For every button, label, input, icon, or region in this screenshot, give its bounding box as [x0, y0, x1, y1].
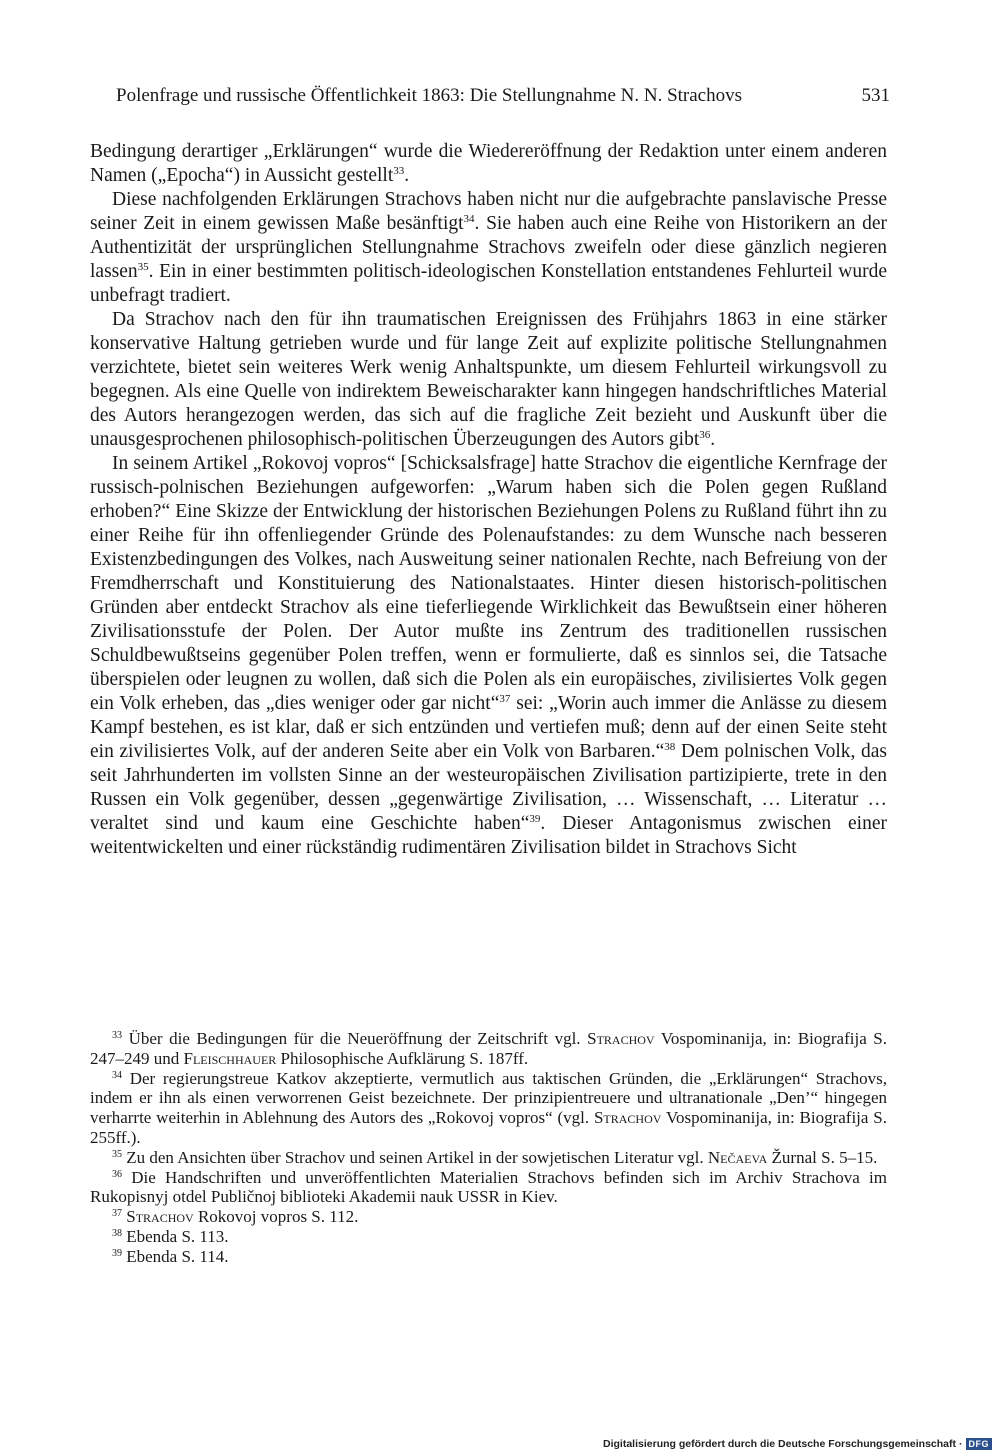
page-number: 531 — [861, 85, 890, 106]
text-run: . — [710, 429, 716, 450]
text-run: Philosophische Aufklärung S. 187ff. — [276, 1048, 529, 1068]
footnote-ref-36[interactable]: 36 — [699, 429, 711, 441]
text-run: Vospominanija, in: Biografija S. 247–249 und — [90, 1029, 888, 1068]
text-run: Dem polnischen Volk, das seit Jahrhunderten im vollsten Sinne an der westeuropäischen Zivilisation partizipierte, trete in den Russen ein Volk gegenüber, dessen „gegenwärtige Zivilisation, … Wissenschaft, … Literatur … veraltet sind und kaum eine Geschichte haben“ — [90, 741, 887, 834]
body-text — [90, 140, 887, 860]
footnote-ref-39[interactable]: 39 — [529, 813, 541, 825]
footnote-number: 37 — [112, 1208, 122, 1220]
footnote-36 — [90, 1168, 887, 1208]
text-run: Ebenda S. 114. — [126, 1246, 229, 1266]
text-run: Der regierungstreue Katkov akzeptierte, vermutlich aus taktischen Gründen, die „Erklärungen“ Strachovs, indem er ihn als einen verworrenen Geist bezeichnete. Der prinzipientreuere und ultranationale „Den’“ hingegen verharrte weiterhin in Ablehnung des Autors des „Rokovoj vopros“ (vgl. — [90, 1068, 888, 1128]
text-run: Diese nachfolgenden Erklärungen Strachovs haben nicht nur die aufgebrachte panslavische Presse seiner Zeit in einem gewissen Maße besänftigt — [90, 189, 887, 234]
footnote-ref-34[interactable]: 34 — [463, 213, 475, 225]
paragraph-2 — [90, 188, 887, 308]
text-run: . Dieser Antagonismus zwischen einer weitentwickelten und einer rückständig rudimentären Zivilisation bildet in Strachovs Sicht — [90, 813, 887, 858]
footnote-number: 34 — [112, 1069, 122, 1081]
text-run: sei: „Worin auch immer die Anlässe zu diesem Kampf bestehen, es ist klar, daß er sich entzünden und vertiefen muß; denn auf der einen Seite steht ein zivilisiertes Volk, auf der anderen Seite aber ein Volk von Barbaren.“ — [90, 693, 887, 762]
running-title: Polenfrage und russische Öffentlichkeit 1863: Die Stellungnahme N. N. Strachovs — [116, 85, 742, 106]
paragraph-1 — [90, 140, 887, 188]
footnote-38 — [90, 1227, 887, 1247]
footnote-37 — [90, 1207, 887, 1227]
credit-text: Digitalisierung gefördert durch die Deutsche Forschungsgemeinschaft — [603, 1438, 956, 1450]
text-run: Ebenda S. 113. — [126, 1226, 229, 1246]
footnote-ref-33[interactable]: 33 — [393, 165, 405, 177]
footnote-number: 39 — [112, 1247, 122, 1259]
author-name: Fleischhauer — [183, 1048, 277, 1068]
footnote-39 — [90, 1247, 887, 1267]
footnote-ref-37[interactable]: 37 — [499, 693, 511, 705]
paragraph-4 — [90, 452, 887, 860]
text-run: . — [404, 165, 410, 186]
text-run: . Ein in einer bestimmten politisch-ideologischen Konstellation entstandenes Fehlurteil wurde unbefragt tradiert. — [90, 261, 887, 306]
author-name: Strachov — [593, 1108, 662, 1128]
author-name: Nečaeva — [707, 1147, 768, 1167]
text-run: Über die Bedingungen für die Neueröffnung der Zeitschrift vgl. — [128, 1029, 588, 1048]
footnotes — [90, 1029, 887, 1267]
text-run: Die Handschriften und unveröffentlichten Materialien Strachovs befinden sich im Archiv Strachova im Rukopisnyj otdel Publičnoj biblioteki Akademii nauk USSR in Kiev. — [90, 1167, 887, 1207]
author-name: Strachov — [587, 1029, 655, 1048]
footnote-number: 38 — [112, 1227, 122, 1239]
dfg-credit — [603, 1438, 992, 1450]
separator: · — [959, 1438, 963, 1450]
footnote-35 — [90, 1148, 887, 1168]
footnote-ref-35[interactable]: 35 — [137, 261, 149, 273]
text-run: Bedingung derartiger „Erklärungen“ wurde die Wiedereröffnung der Redaktion unter einem anderen Namen („Epocha“) in Aussicht gestellt — [90, 141, 887, 186]
footnote-33 — [90, 1029, 887, 1069]
text-run: Vospominanija, in: Biografija S. 255ff.). — [90, 1108, 887, 1147]
dfg-logo-icon[interactable]: DFG — [966, 1438, 993, 1450]
text-run: Da Strachov nach den für ihn traumatischen Ereignissen des Frühjahrs 1863 in eine stärker konservative Haltung getrieben wurde und für lange Zeit auf explizite politische Stellungnahmen verzichtete, bietet sein weiteres Werk wenig Anhaltspunkte, um diesem Fehlurteil wirkungsvoll zu begegnen. Als eine Quelle von indirektem Beweischarakter kann hingegen handschriftliches Material des Autors herangezogen werden, das sich auf die fragliche Zeit bezieht und Auskunft über die unausgesprochenen philosophisch-politischen Überzeugungen des Autors gibt — [90, 309, 887, 450]
footnote-34 — [90, 1069, 887, 1148]
text-run: Rokovoj vopros S. 112. — [193, 1207, 359, 1227]
footnote-ref-38[interactable]: 38 — [664, 741, 676, 753]
footnote-number: 36 — [112, 1168, 122, 1180]
footnote-number: 35 — [112, 1148, 122, 1160]
text-run: . Sie haben auch eine Reihe von Historikern an der Authentizität der ursprünglichen Stellungnahme Strachovs zweifeln oder diese gänzlich negieren lassen — [90, 213, 888, 282]
paragraph-3 — [90, 308, 887, 452]
text-run: Zu den Ansichten über Strachov und seinen Artikel in der sowjetischen Literatur vgl. — [126, 1147, 708, 1167]
author-name: Strachov — [126, 1207, 194, 1227]
footnote-number: 33 — [112, 1030, 122, 1041]
text-run: Žurnal S. 5–15. — [767, 1147, 878, 1167]
text-run: In seinem Artikel „Rokovoj vopros“ [Schicksalsfrage] hatte Strachov die eigentliche Kernfrage der russisch-polnischen Beziehungen aufgeworfen: „Warum haben sich die Polen gegen Rußland erhoben?“ Eine Skizze der Entwicklung der historischen Beziehungen Polens zu Rußland führt ihn zu einer Reihe für ihn offenliegender Gründe des Polenaufstandes: zu dem Wunsche nach besseren Existenzbedingungen des Volkes, nach Ausweitung seiner nationalen Rechte, nach Befreiung von der Fremdherrschaft und Konstituierung des Nationalstaates. Hinter diesen historisch-politischen Gründen aber entdeckt Strachov als eine tieferliegende Wirklichkeit das Bewußtsein einer höheren Zivilisationsstufe der Polen. Der Autor mußte ins Zentrum des traditionellen russischen Schuldbewußtseins gegenüber Polen treffen, wenn er formulierte, daß es sinnlos sei, die Tatsache überspielen oder leugnen zu wollen, daß sich die Polen als ein europäisches, zivilisiertes Volk gegen ein Volk erheben, das „dies weniger oder gar nicht“ — [90, 453, 887, 714]
